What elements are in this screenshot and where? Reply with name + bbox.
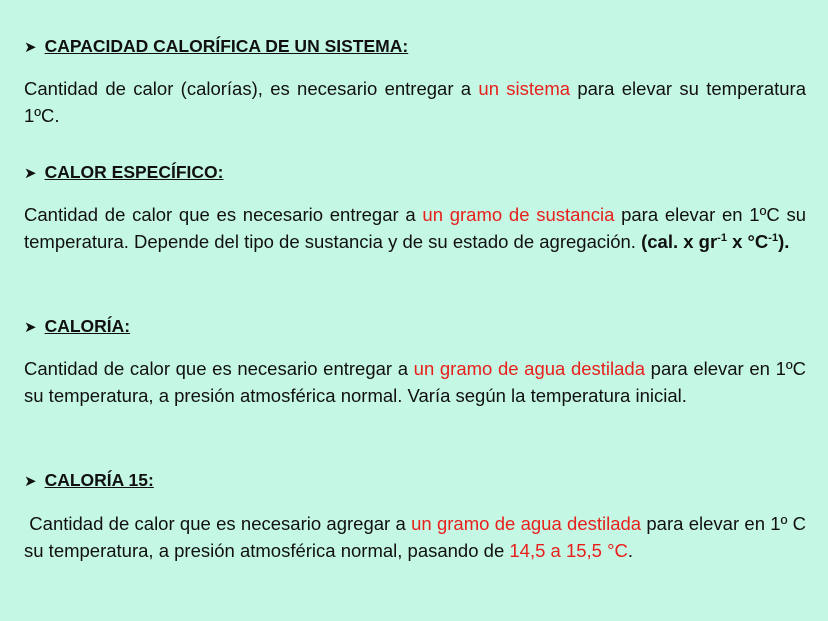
arrowhead-bullet-icon: ➤ [24, 472, 37, 490]
heading-title: CALOR ESPECÍFICO: [44, 162, 224, 182]
paragraph-text: para elevar en 1º C su temperatura, a presión atmosférica normal, pasando de [24, 513, 806, 561]
paragraph-text: Cantidad de calor que es necesario agregar a [24, 513, 412, 534]
arrowhead-bullet-icon: ➤ [24, 164, 37, 182]
paragraph-text: para elevar en 1ºC su temperatura, a presión atmosférica normal. Varía según la temperatura inicial. [24, 358, 806, 406]
section-heading-capacidad [24, 36, 408, 57]
paragraph-text: Cantidad de calor (calorías), es necesario entregar a [24, 78, 479, 99]
section-heading-caloria [24, 316, 130, 337]
section-heading-calor-especifico [24, 162, 223, 183]
paragraph-text: para elevar su temperatura 1ºC. [24, 78, 806, 126]
unit-expression: (cal. x $gr^{-1}$ x $^\circ C^{-1}$). [641, 231, 790, 252]
paragraph-caloria [24, 355, 806, 409]
paragraph-caloria-15 [24, 510, 806, 564]
heading-title: CAPACIDAD CALORÍFICA DE UN SISTEMA: [44, 36, 409, 56]
highlight-text: un gramo de agua destilada [411, 513, 642, 534]
section-heading-caloria-15 [24, 470, 154, 491]
highlight-text: un sistema [478, 78, 571, 99]
arrowhead-bullet-icon: ➤ [24, 38, 37, 56]
highlight-text: un gramo de sustancia [422, 204, 615, 225]
heading-title: CALORÍA: [44, 316, 131, 336]
paragraph-capacidad [24, 75, 806, 129]
highlight-temperature-range: 14,5 a 15,5 °C [509, 540, 628, 561]
paragraph-calor-especifico [24, 201, 806, 255]
paragraph-text: Cantidad de calor que es necesario entregar a [24, 204, 423, 225]
arrowhead-bullet-icon: ➤ [24, 318, 37, 336]
paragraph-text: . [627, 540, 633, 561]
paragraph-text: para elevar en 1ºC su temperatura. Depende del tipo de sustancia y de su estado de agregación. [24, 204, 806, 252]
heading-title: CALORÍA 15: [44, 470, 154, 490]
highlight-text: un gramo de agua destilada [413, 358, 646, 379]
paragraph-text: Cantidad de calor que es necesario entregar a [24, 358, 414, 379]
